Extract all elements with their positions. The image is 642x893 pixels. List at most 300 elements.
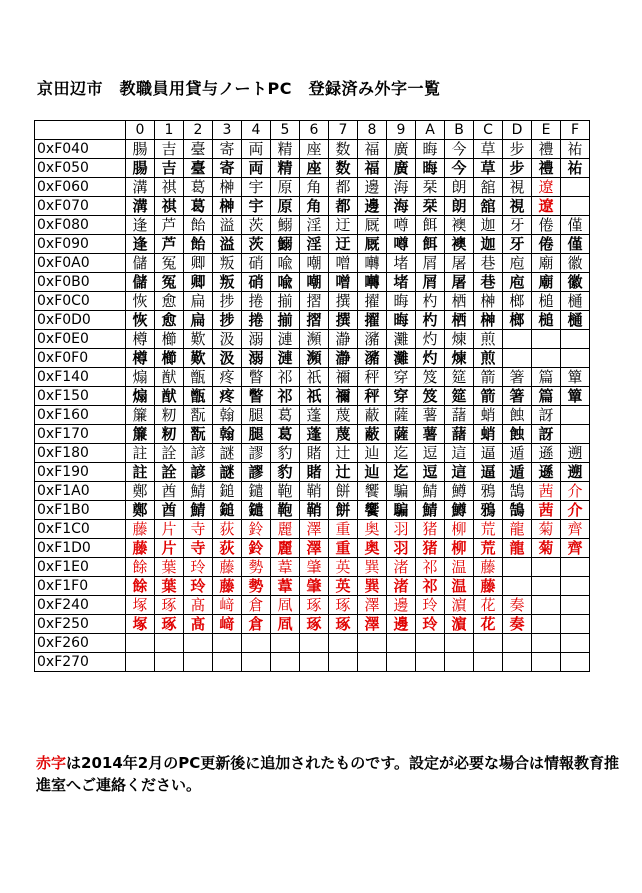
glyph-cell: 重 — [329, 539, 358, 558]
glyph-cell: 煽 — [126, 368, 155, 387]
glyph-cell: 渚 — [387, 558, 416, 577]
glyph-cell: 臺 — [184, 140, 213, 159]
glyph-cell: 藤 — [213, 577, 242, 596]
table-row — [35, 292, 590, 311]
glyph-cell: 溝 — [126, 178, 155, 197]
glyph-cell — [532, 596, 561, 615]
table-row — [35, 425, 590, 444]
row-code: 0xF190 — [35, 463, 126, 482]
glyph-cell — [532, 634, 561, 653]
glyph-cell: 玲 — [184, 577, 213, 596]
column-header: B — [445, 121, 474, 140]
table-row — [35, 349, 590, 368]
glyph-cell: 精 — [271, 140, 300, 159]
row-code: 0xF170 — [35, 425, 126, 444]
glyph-cell: 筵 — [445, 387, 474, 406]
glyph-cell — [445, 634, 474, 653]
glyph-cell: 漣 — [271, 349, 300, 368]
glyph-cell: 温 — [445, 577, 474, 596]
table-row — [35, 596, 590, 615]
glyph-cell: 鑓 — [242, 482, 271, 501]
glyph-cell: 勢 — [242, 558, 271, 577]
glyph-cell: 茜 — [532, 482, 561, 501]
row-code: 0xF240 — [35, 596, 126, 615]
glyph-cell: 芦 — [155, 235, 184, 254]
glyph-cell: 倉 — [242, 596, 271, 615]
glyph-cell: 騙 — [387, 501, 416, 520]
glyph-cell: 遜 — [532, 444, 561, 463]
glyph-cell: 草 — [474, 140, 503, 159]
glyph-cell: 鴉 — [474, 482, 503, 501]
glyph-cell: 喩 — [271, 254, 300, 273]
glyph-cell: 註 — [126, 463, 155, 482]
glyph-cell: 騙 — [387, 482, 416, 501]
glyph-cell: 饗 — [358, 501, 387, 520]
glyph-cell — [561, 577, 590, 596]
glyph-cell: 訝 — [532, 425, 561, 444]
glyph-cell: 榊 — [474, 292, 503, 311]
glyph-cell: 榔 — [503, 311, 532, 330]
glyph-cell: 厩 — [358, 216, 387, 235]
gaiji-table — [34, 120, 590, 672]
glyph-cell — [155, 653, 184, 672]
footnote-text: は2014年2月のPC更新後に追加されたものです。設定が必要な場合は情報教育推進室へご連絡ください。 — [36, 754, 620, 794]
glyph-cell: 巷 — [474, 254, 503, 273]
glyph-cell — [561, 349, 590, 368]
glyph-cell: 茜 — [532, 501, 561, 520]
glyph-cell: 祁 — [271, 368, 300, 387]
glyph-cell: 草 — [474, 159, 503, 178]
glyph-cell: 捗 — [213, 311, 242, 330]
glyph-cell: 灼 — [416, 349, 445, 368]
glyph-cell: 宇 — [242, 178, 271, 197]
glyph-cell: 扁 — [184, 292, 213, 311]
glyph-cell: 詮 — [155, 463, 184, 482]
glyph-cell: 櫛 — [155, 330, 184, 349]
glyph-cell: 禮 — [532, 159, 561, 178]
glyph-cell: 屑 — [416, 273, 445, 292]
glyph-cell — [503, 330, 532, 349]
glyph-cell: 僅 — [561, 216, 590, 235]
glyph-cell — [503, 577, 532, 596]
glyph-cell: 葉 — [155, 577, 184, 596]
glyph-cell: 原 — [271, 197, 300, 216]
glyph-cell — [387, 653, 416, 672]
glyph-cell: 箭 — [474, 368, 503, 387]
glyph-cell: 噂 — [387, 216, 416, 235]
glyph-cell: 祺 — [155, 197, 184, 216]
glyph-cell: 﨑 — [213, 615, 242, 634]
glyph-cell: 遼 — [532, 178, 561, 197]
column-header-row — [35, 121, 590, 140]
glyph-cell: 煎 — [474, 330, 503, 349]
glyph-cell: 琢 — [329, 615, 358, 634]
glyph-cell: 襖 — [445, 216, 474, 235]
glyph-cell: 瀞 — [329, 330, 358, 349]
glyph-cell: 渚 — [387, 577, 416, 596]
glyph-cell: 遁 — [503, 444, 532, 463]
glyph-cell: 這 — [445, 463, 474, 482]
table-row — [35, 178, 590, 197]
glyph-cell: 謬 — [242, 444, 271, 463]
glyph-cell: 薯 — [416, 425, 445, 444]
glyph-cell: 漣 — [271, 330, 300, 349]
glyph-cell: 瀦 — [358, 330, 387, 349]
glyph-cell: 藤 — [213, 558, 242, 577]
glyph-cell: 捲 — [242, 311, 271, 330]
glyph-cell: 步 — [503, 159, 532, 178]
glyph-cell — [184, 653, 213, 672]
glyph-cell: 遡 — [561, 444, 590, 463]
table-row — [35, 330, 590, 349]
glyph-cell: 翫 — [184, 425, 213, 444]
table-row — [35, 577, 590, 596]
glyph-cell: 栖 — [445, 292, 474, 311]
glyph-cell: 栞 — [416, 197, 445, 216]
glyph-cell — [532, 577, 561, 596]
row-code: 0xF050 — [35, 159, 126, 178]
row-code: 0xF250 — [35, 615, 126, 634]
glyph-cell: 翫 — [184, 406, 213, 425]
glyph-cell: 奏 — [503, 596, 532, 615]
glyph-cell: 福 — [358, 159, 387, 178]
glyph-cell: 両 — [242, 140, 271, 159]
glyph-cell: 汲 — [213, 349, 242, 368]
glyph-cell: 琢 — [329, 596, 358, 615]
glyph-cell: 花 — [474, 615, 503, 634]
glyph-cell: 荻 — [213, 539, 242, 558]
row-code: 0xF1E0 — [35, 558, 126, 577]
glyph-cell: 蝕 — [503, 406, 532, 425]
glyph-cell: 疼 — [213, 368, 242, 387]
glyph-cell: 叛 — [213, 254, 242, 273]
glyph-cell: 澤 — [300, 539, 329, 558]
row-code: 0xF080 — [35, 216, 126, 235]
glyph-cell: 迄 — [387, 444, 416, 463]
glyph-cell: 疼 — [213, 387, 242, 406]
glyph-cell: 邊 — [387, 615, 416, 634]
glyph-cell — [416, 653, 445, 672]
glyph-cell: 屠 — [445, 273, 474, 292]
glyph-cell: 邊 — [387, 596, 416, 615]
glyph-cell: 遡 — [561, 463, 590, 482]
glyph-cell: 数 — [329, 140, 358, 159]
glyph-cell: 琢 — [155, 596, 184, 615]
glyph-cell — [242, 653, 271, 672]
glyph-cell: 硝 — [242, 273, 271, 292]
glyph-cell: 凮 — [271, 596, 300, 615]
glyph-cell: 蔽 — [358, 425, 387, 444]
glyph-cell: 肇 — [300, 577, 329, 596]
glyph-cell: 鈴 — [242, 520, 271, 539]
glyph-cell: 英 — [329, 558, 358, 577]
glyph-cell: 卿 — [184, 254, 213, 273]
glyph-cell: 角 — [300, 178, 329, 197]
glyph-cell: 柳 — [445, 520, 474, 539]
glyph-cell: 餘 — [126, 558, 155, 577]
glyph-cell: 葛 — [184, 178, 213, 197]
glyph-cell: 詮 — [155, 444, 184, 463]
glyph-cell: 蝕 — [503, 425, 532, 444]
glyph-cell: 愈 — [155, 311, 184, 330]
glyph-cell: 噂 — [387, 235, 416, 254]
table-row — [35, 558, 590, 577]
glyph-cell: 晦 — [416, 159, 445, 178]
row-code: 0xF0E0 — [35, 330, 126, 349]
glyph-cell: 藷 — [445, 425, 474, 444]
glyph-cell: 擢 — [358, 311, 387, 330]
glyph-cell: 厩 — [358, 235, 387, 254]
glyph-cell: 歎 — [184, 330, 213, 349]
column-header: 0 — [126, 121, 155, 140]
glyph-cell: 餅 — [329, 482, 358, 501]
row-code: 0xF0B0 — [35, 273, 126, 292]
glyph-cell: 廟 — [532, 254, 561, 273]
glyph-cell: 樽 — [126, 330, 155, 349]
glyph-cell: 瀦 — [358, 349, 387, 368]
glyph-cell: 廣 — [387, 140, 416, 159]
glyph-cell: 祁 — [416, 577, 445, 596]
glyph-cell: 扁 — [184, 311, 213, 330]
column-header: 7 — [329, 121, 358, 140]
glyph-cell: 喩 — [271, 273, 300, 292]
glyph-cell: 翰 — [213, 406, 242, 425]
glyph-cell — [503, 653, 532, 672]
column-header: 4 — [242, 121, 271, 140]
glyph-cell: 羽 — [387, 539, 416, 558]
glyph-cell: 噌 — [329, 273, 358, 292]
glyph-cell: 祐 — [561, 159, 590, 178]
glyph-cell: 舘 — [474, 178, 503, 197]
column-header: A — [416, 121, 445, 140]
glyph-cell: 晦 — [416, 140, 445, 159]
glyph-cell — [358, 634, 387, 653]
glyph-cell: 摺 — [300, 311, 329, 330]
glyph-cell: 鞄 — [271, 501, 300, 520]
glyph-cell: 庖 — [503, 254, 532, 273]
column-header: 6 — [300, 121, 329, 140]
row-code: 0xF1D0 — [35, 539, 126, 558]
glyph-cell: 榔 — [503, 292, 532, 311]
glyph-cell — [155, 634, 184, 653]
glyph-cell: 撰 — [329, 292, 358, 311]
glyph-cell: 樋 — [561, 311, 590, 330]
glyph-cell: 翰 — [213, 425, 242, 444]
glyph-cell: 腿 — [242, 425, 271, 444]
glyph-cell: 鄭 — [126, 501, 155, 520]
glyph-cell: 鞄 — [271, 482, 300, 501]
glyph-cell: 澤 — [300, 520, 329, 539]
glyph-cell: 堵 — [387, 254, 416, 273]
glyph-cell: 諺 — [184, 444, 213, 463]
glyph-cell: 葉 — [155, 558, 184, 577]
glyph-cell: 祇 — [300, 387, 329, 406]
glyph-cell: 片 — [155, 539, 184, 558]
glyph-cell: 飴 — [184, 216, 213, 235]
table-row — [35, 216, 590, 235]
glyph-cell: 襖 — [445, 235, 474, 254]
glyph-cell: 迦 — [474, 216, 503, 235]
glyph-cell: 藷 — [445, 406, 474, 425]
glyph-cell: 謬 — [242, 463, 271, 482]
table-row — [35, 406, 590, 425]
glyph-cell — [242, 634, 271, 653]
glyph-cell: 鎚 — [213, 482, 242, 501]
glyph-cell: 逢 — [126, 235, 155, 254]
glyph-cell: 牙 — [503, 235, 532, 254]
glyph-cell: 吉 — [155, 159, 184, 178]
gaiji-table-body — [35, 121, 590, 672]
glyph-cell: 寄 — [213, 159, 242, 178]
glyph-cell: 鄭 — [126, 482, 155, 501]
glyph-cell: 鯖 — [184, 482, 213, 501]
glyph-cell: 揃 — [271, 292, 300, 311]
glyph-cell: 逼 — [474, 444, 503, 463]
row-code: 0xF0D0 — [35, 311, 126, 330]
glyph-cell — [561, 615, 590, 634]
row-code: 0xF0F0 — [35, 349, 126, 368]
glyph-cell: 薯 — [416, 406, 445, 425]
glyph-cell: 遜 — [532, 463, 561, 482]
glyph-cell: 辿 — [358, 463, 387, 482]
glyph-cell: 樽 — [126, 349, 155, 368]
glyph-cell: 鱒 — [445, 501, 474, 520]
glyph-cell: 饗 — [358, 482, 387, 501]
glyph-cell: 樋 — [561, 292, 590, 311]
glyph-cell: 賭 — [300, 463, 329, 482]
column-header: F — [561, 121, 590, 140]
glyph-cell: 祇 — [300, 368, 329, 387]
glyph-cell — [184, 634, 213, 653]
glyph-cell: 灼 — [416, 330, 445, 349]
glyph-cell: 葛 — [271, 425, 300, 444]
glyph-cell: 囀 — [358, 254, 387, 273]
glyph-cell: 煉 — [445, 349, 474, 368]
column-header: 8 — [358, 121, 387, 140]
glyph-cell: 精 — [271, 159, 300, 178]
glyph-cell: 秤 — [358, 368, 387, 387]
glyph-cell: 籾 — [155, 425, 184, 444]
glyph-cell: 溢 — [213, 235, 242, 254]
glyph-cell: 甑 — [184, 368, 213, 387]
glyph-cell: 卿 — [184, 273, 213, 292]
glyph-cell: 秤 — [358, 387, 387, 406]
glyph-cell: 澤 — [358, 596, 387, 615]
glyph-cell: 麗 — [271, 539, 300, 558]
glyph-cell: 揃 — [271, 311, 300, 330]
glyph-cell: 荒 — [474, 520, 503, 539]
column-header: E — [532, 121, 561, 140]
glyph-cell — [126, 634, 155, 653]
glyph-cell: 羽 — [387, 520, 416, 539]
table-row — [35, 273, 590, 292]
glyph-cell: 薩 — [387, 406, 416, 425]
glyph-cell: 溺 — [242, 330, 271, 349]
glyph-cell: 餌 — [416, 216, 445, 235]
glyph-cell: 都 — [329, 178, 358, 197]
glyph-cell: 鯖 — [416, 482, 445, 501]
glyph-cell: 豹 — [271, 444, 300, 463]
row-code: 0xF090 — [35, 235, 126, 254]
glyph-cell: 篇 — [532, 368, 561, 387]
glyph-cell: 温 — [445, 558, 474, 577]
glyph-cell: 簾 — [126, 406, 155, 425]
glyph-cell: 禰 — [329, 368, 358, 387]
glyph-cell: 餌 — [416, 235, 445, 254]
glyph-cell: 猷 — [155, 387, 184, 406]
glyph-cell: 酋 — [155, 501, 184, 520]
table-row — [35, 539, 590, 558]
glyph-cell: 腸 — [126, 159, 155, 178]
row-code: 0xF060 — [35, 178, 126, 197]
glyph-cell: 吉 — [155, 140, 184, 159]
glyph-cell: 視 — [503, 197, 532, 216]
glyph-cell: 嘲 — [300, 254, 329, 273]
glyph-cell: 遼 — [532, 197, 561, 216]
glyph-cell — [561, 425, 590, 444]
glyph-cell: 屠 — [445, 254, 474, 273]
page-title: 京田辺市 教職員用貸与ノートPC 登録済み外字一覧 — [37, 79, 441, 98]
glyph-cell: 屑 — [416, 254, 445, 273]
glyph-cell: 煽 — [126, 387, 155, 406]
glyph-cell: 齊 — [561, 520, 590, 539]
glyph-cell: 溺 — [242, 349, 271, 368]
glyph-cell: 鴉 — [474, 501, 503, 520]
glyph-cell: 龍 — [503, 520, 532, 539]
glyph-cell: 臺 — [184, 159, 213, 178]
table-row — [35, 653, 590, 672]
glyph-cell: 瀕 — [300, 349, 329, 368]
glyph-cell: 櫛 — [155, 349, 184, 368]
corner-cell — [35, 121, 126, 140]
row-code: 0xF260 — [35, 634, 126, 653]
glyph-cell: 奏 — [503, 615, 532, 634]
column-header: D — [503, 121, 532, 140]
glyph-cell: 藤 — [126, 520, 155, 539]
glyph-cell: 茨 — [242, 235, 271, 254]
table-row — [35, 501, 590, 520]
glyph-cell: 鈴 — [242, 539, 271, 558]
glyph-cell: 槌 — [532, 311, 561, 330]
row-code: 0xF070 — [35, 197, 126, 216]
glyph-cell: 藤 — [474, 558, 503, 577]
glyph-cell: 迂 — [329, 216, 358, 235]
glyph-cell: 朗 — [445, 178, 474, 197]
glyph-cell: 蓬 — [300, 425, 329, 444]
glyph-cell: 甑 — [184, 387, 213, 406]
glyph-cell: 両 — [242, 159, 271, 178]
glyph-cell: 溢 — [213, 216, 242, 235]
row-code: 0xF180 — [35, 444, 126, 463]
glyph-cell: 琢 — [155, 615, 184, 634]
glyph-cell: 朗 — [445, 197, 474, 216]
glyph-cell: 諺 — [184, 463, 213, 482]
glyph-cell: 擢 — [358, 292, 387, 311]
glyph-cell: 冤 — [155, 273, 184, 292]
glyph-cell: 飴 — [184, 235, 213, 254]
glyph-cell: 嘲 — [300, 273, 329, 292]
glyph-cell: 祁 — [416, 558, 445, 577]
glyph-cell: 鎚 — [213, 501, 242, 520]
column-header: 3 — [213, 121, 242, 140]
glyph-cell: 杓 — [416, 292, 445, 311]
glyph-cell — [387, 634, 416, 653]
glyph-cell: 僅 — [561, 235, 590, 254]
row-code: 0xF150 — [35, 387, 126, 406]
row-code: 0xF1F0 — [35, 577, 126, 596]
glyph-cell: 倉 — [242, 615, 271, 634]
table-row — [35, 197, 590, 216]
